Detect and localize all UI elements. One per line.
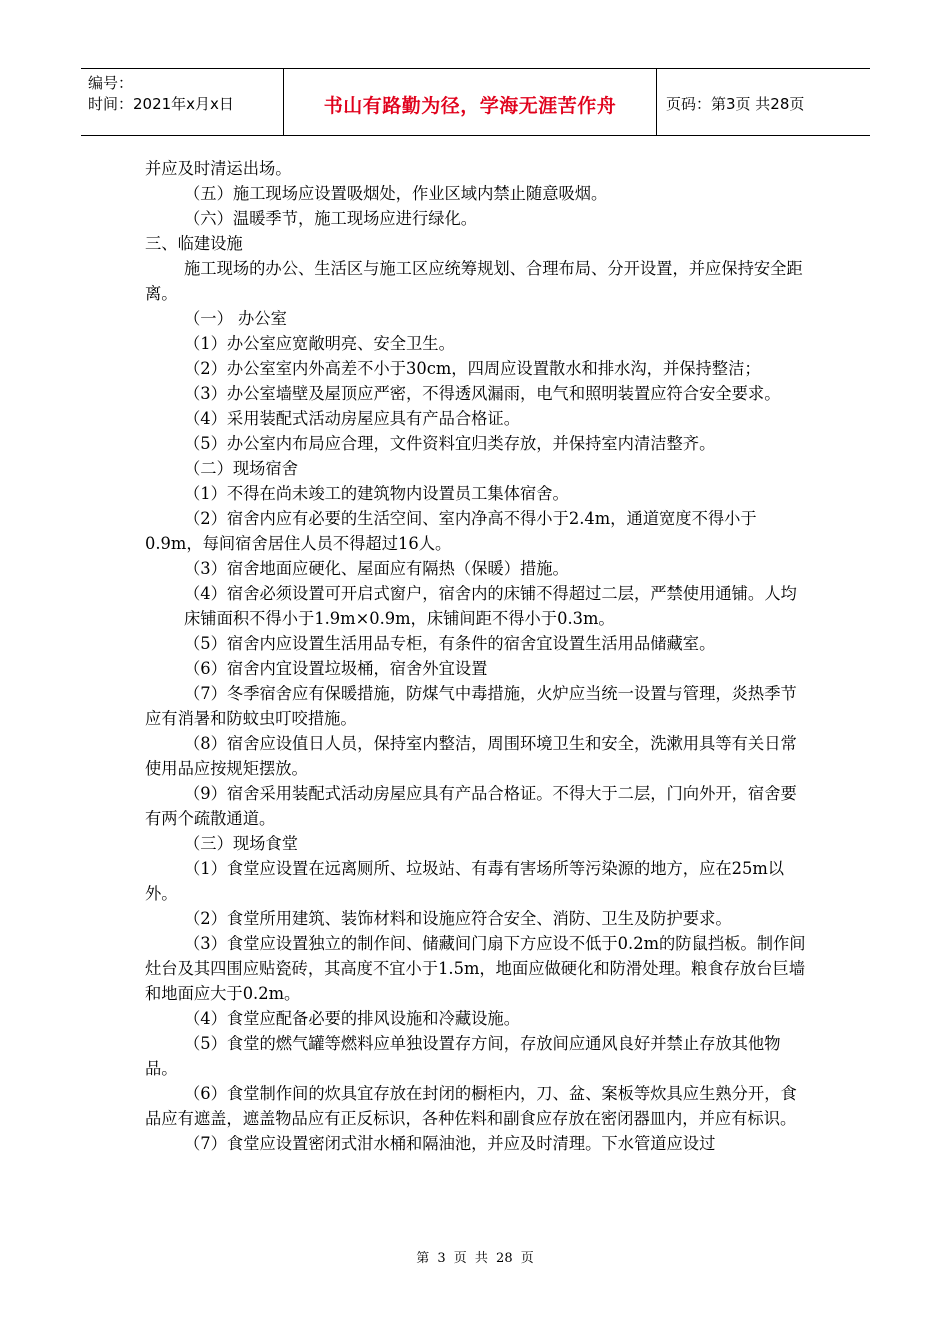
header-meta-cell [81,69,284,135]
paragraph: （2）办公室室内外高差不小于30cm，四周应设置散水和排水沟，并保持整洁； [184,359,761,378]
paragraph: （五）施工现场应设置吸烟处，作业区域内禁止随意吸烟。 [184,184,608,203]
paragraph: （2）食堂所用建筑、装饰材料和设施应符合安全、消防、卫生及防护要求。 [184,909,732,928]
header-motto: 书山有路勤为径，学海无涯苦作舟 [323,94,617,117]
paragraph: （7）食堂应设置密闭式泔水桶和隔油池，并应及时清理。下水管道应设过 [184,1134,716,1153]
paragraph: 三、临建设施 [145,234,243,253]
paragraph: （3）食堂应设置独立的制作间、储藏间门扇下方应设不低于0.2m的防鼠挡板。制作间灶台及其四围应贴瓷砖，其高度不宜小于1.5m，地面应做硬化和防滑处理。粮食存放台巨墙和地面应大于0.2m。 [145,934,806,1003]
paragraph: （5）宿舍内应设置生活用品专柜，有条件的宿舍宜设置生活用品储藏室。 [184,634,716,653]
paragraph: （1）不得在尚未竣工的建筑物内设置员工集体宿舍。 [184,484,569,503]
paragraph: （一） 办公室 [184,309,287,328]
document-date: 时间：2021年x月x日 [88,95,234,113]
paragraph: （9）宿舍采用装配式活动房屋应具有产品合格证。不得大于二层，门向外开，宿舍要有两个疏散通道。 [145,784,797,828]
paragraph: （4）食堂应配备必要的排风设施和冷藏设施。 [184,1009,520,1028]
paragraph: （3）宿舍地面应硬化、屋面应有隔热（保暖）措施。 [184,559,569,578]
paragraph: （2）宿舍内应有必要的生活空间、室内净高不得小于2.4m，通道宽度不得小于0.9m，每间宿舍居住人员不得超过16人。 [145,509,757,553]
document-body [145,156,807,1156]
header-page-info: 页码：第3页 共28页 [666,94,805,113]
document-number-label: 编号： [88,74,134,92]
paragraph: （六）温暖季节，施工现场应进行绿化。 [184,209,478,228]
paragraph: （4）采用装配式活动房屋应具有产品合格证。 [184,409,520,428]
paragraph: （8）宿舍应设值日人员，保持室内整洁，周围环境卫生和安全，洗漱用具等有关日常使用品应按规矩摆放。 [145,734,797,778]
paragraph: 施工现场的办公、生活区与施工区应统筹规划、合理布局、分开设置，并应保持安全距离。 [145,259,803,303]
paragraph: （6）宿舍内宜设置垃圾桶，宿舍外宜设置 [184,659,488,678]
paragraph: （1）办公室应宽敞明亮、安全卫生。 [184,334,455,353]
header-page-cell [657,69,870,135]
paragraph: （5）办公室内布局应合理，文件资料宜归类存放，并保持室内清洁整齐。 [184,434,716,453]
paragraph: （1）食堂应设置在远离厕所、垃圾站、有毒有害场所等污染源的地方，应在25m以外。 [145,859,785,903]
paragraph: （6）食堂制作间的炊具宜存放在封闭的橱柜内，刀、盆、案板等炊具应生熟分开，食品应有遮盖，遮盖物品应有正反标识，各种佐料和副食应存放在密闭器皿内，并应有标识。 [145,1084,797,1128]
paragraph: （3）办公室墙壁及屋顶应严密，不得透风漏雨，电气和照明装置应符合安全要求。 [184,384,781,403]
paragraph: （7）冬季宿舍应有保暖措施，防煤气中毒措施，火炉应当统一设置与管理，炎热季节应有消暑和防蚊虫叮咬措施。 [145,684,797,728]
header-motto-cell [284,69,657,135]
paragraph: 并应及时清运出场。 [145,159,292,178]
page-footer [0,1247,950,1266]
paragraph: （4）宿舍必须设置可开启式窗户，宿舍内的床铺不得超过二层，严禁使用通铺。人均床铺面积不得小于1.9m×0.9m，床铺间距不得小于0.3m。 [184,584,797,628]
paragraph: （三）现场食堂 [184,834,298,853]
header-table [81,68,870,136]
footer-page-number: 第 3 页 共 28 页 [416,1251,534,1266]
paragraph: （二）现场宿舍 [184,459,298,478]
paragraph: （5）食堂的燃气罐等燃料应单独设置存方间，存放间应通风良好并禁止存放其他物品。 [145,1034,781,1078]
